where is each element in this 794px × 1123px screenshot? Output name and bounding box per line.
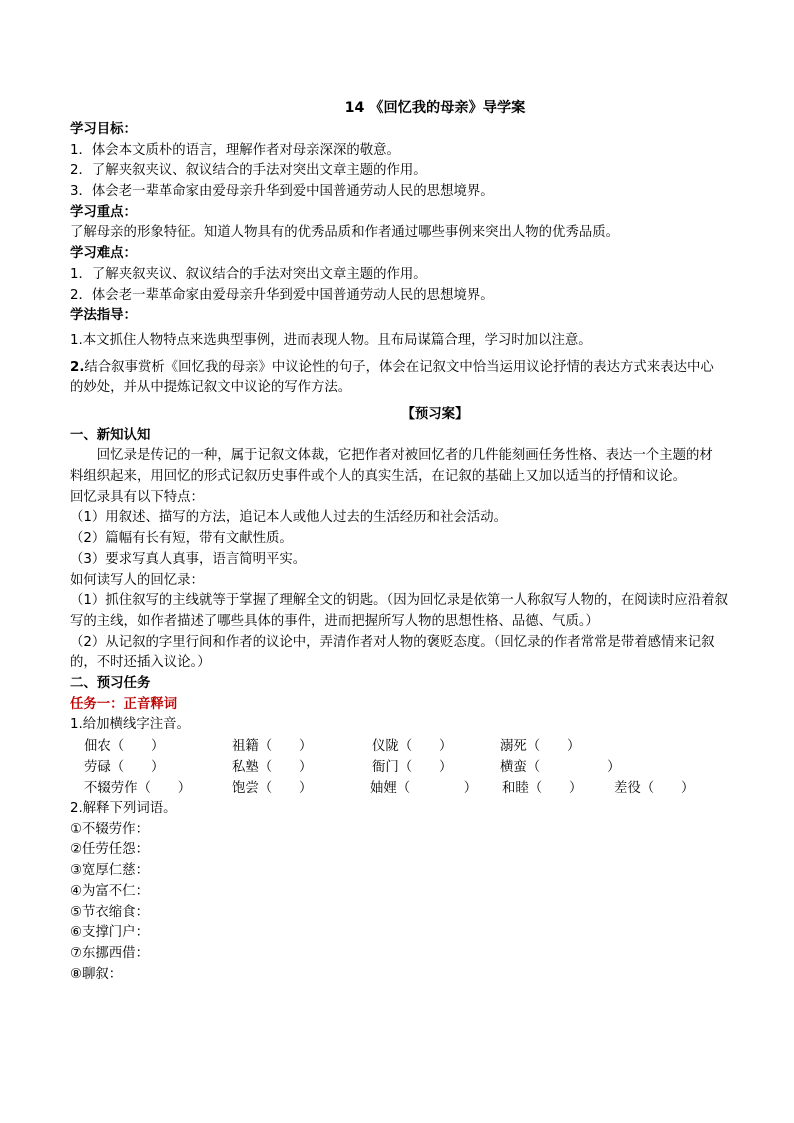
vocab-item: 劳碌（ ）: [84, 760, 165, 776]
method-heading: 学法指导：: [70, 308, 137, 324]
term-item: ⑦东挪西借：: [70, 945, 149, 961]
term-item: ⑧聊叙：: [70, 966, 123, 982]
vocab-item: 佃农（ ）: [84, 739, 165, 755]
section-new-knowledge: 一、新知认知: [70, 427, 151, 443]
term-item: ⑥支撑门户：: [70, 925, 149, 941]
objective-item: 1．体会本文质朴的语言，理解作者对母亲深深的敬意。: [70, 142, 400, 158]
term-item: ③宽厚仁慈：: [70, 863, 149, 879]
feature-item: （1）用叙述、描写的方法，追记本人或他人过去的生活经历和社会活动。: [70, 510, 508, 526]
method-p2-text: 结合叙事赏析《回忆我的母亲》中议论性的句子，体会在记叙文中恰当运用议论抒情的表达方式来表达中心的妙处，并从中提炼记叙文中议论的写作方法。: [70, 359, 714, 396]
objective-item: 2．了解夹叙夹议、叙议结合的手法对突出文章主题的作用。: [70, 163, 427, 179]
question-1: 1.给加横线字注音。: [70, 717, 190, 733]
vocab-item: 私塾（ ）: [232, 760, 313, 776]
feature-item: （2）篇幅有长有短，带有文献性质。: [70, 531, 293, 547]
task-heading: 任务一：正音释词: [70, 696, 178, 712]
vocab-item: 溺死（ ）: [500, 739, 581, 755]
vocab-item: 祖籍（ ）: [232, 739, 313, 755]
keypoints-text: 了解母亲的形象特征。知道人物具有的优秀品质和作者通过哪些事例来突出人物的优秀品质。: [70, 225, 620, 241]
vocab-item: 横蛮（ ）: [500, 760, 621, 776]
vocab-row-2: [70, 757, 730, 778]
intro-paragraph: 回忆录是传记的一种，属于记叙文体裁，它把作者对被回忆者的几件能刻画任务性格、表达一个主题的材料组织起来，用回忆的形式记叙历史事件或个人的真实生活，在记叙的基础上又加以适当的抒情和议论。: [70, 448, 713, 485]
vocab-item: 衙门（ ）: [372, 760, 453, 776]
method-p2-number: 2.: [70, 359, 85, 375]
objective-item: 3．体会老一辈革命家由爱母亲升华到爱中国普通劳动人民的思想境界。: [70, 184, 494, 200]
vocab-item: 饱尝（ ）: [232, 781, 313, 797]
term-item: ②任劳任怨：: [70, 842, 149, 858]
term-item: ⑤节衣缩食：: [70, 904, 149, 920]
vocab-item: 差役（ ）: [614, 781, 695, 797]
term-item: ④为富不仁：: [70, 883, 149, 899]
document-page: [70, 96, 730, 985]
difficulty-item: 2．体会老一辈革命家由爱母亲升华到爱中国普通劳动人民的思想境界。: [70, 287, 494, 303]
howto-heading: 如何读写人的回忆录：: [70, 572, 204, 588]
difficulty-item: 1．了解夹叙夹议、叙议结合的手法对突出文章主题的作用。: [70, 266, 427, 282]
objectives-heading: 学习目标：: [70, 122, 137, 137]
feature-item: （3）要求写真人真事，语言简明平实。: [70, 551, 307, 567]
vocab-item: 不辍劳作（ ）: [84, 781, 192, 797]
howto-item-2: （2）从记叙的字里行间和作者的议论中，弄清作者对人物的褒贬态度。（回忆录的作者常常是带着感情来记叙的，不时还插入议论。）: [70, 634, 715, 671]
method-paragraph-2: [70, 358, 722, 399]
features-heading: 回忆录具有以下特点：: [70, 489, 204, 505]
section-preview-tasks: 二、预习任务: [70, 676, 151, 691]
vocab-item: 仪陇（ ）: [372, 739, 453, 755]
keypoints-heading: 学习重点：: [70, 204, 137, 220]
vocab-row-3: [70, 778, 730, 799]
vocab-row-1: [70, 736, 730, 757]
method-paragraph-1: 1.本文抓住人物特点来选典型事例，进而表现人物。且布局谋篇合理，学习时加以注意。: [70, 332, 592, 348]
term-item: ①不辍劳作：: [70, 821, 149, 837]
question-2: 2.解释下列词语。: [70, 801, 177, 817]
difficulties-heading: 学习难点：: [70, 246, 137, 262]
vocab-item: 妯娌（ ）: [370, 781, 478, 797]
preview-heading: 【预习案】: [401, 406, 469, 422]
page-title: 14 《回忆我的母亲》导学案: [344, 100, 526, 116]
vocab-item: 和睦（ ）: [502, 781, 583, 797]
howto-item-1: （1）抓住叙写的主线就等于掌握了理解全文的钥匙。（因为回忆录是依第一人称叙写人物的，在阅读时应沿着叙写的主线，如作者描述了哪些具体的事件，进而把握所写人物的思想性格、品德、气质。）: [70, 593, 728, 629]
